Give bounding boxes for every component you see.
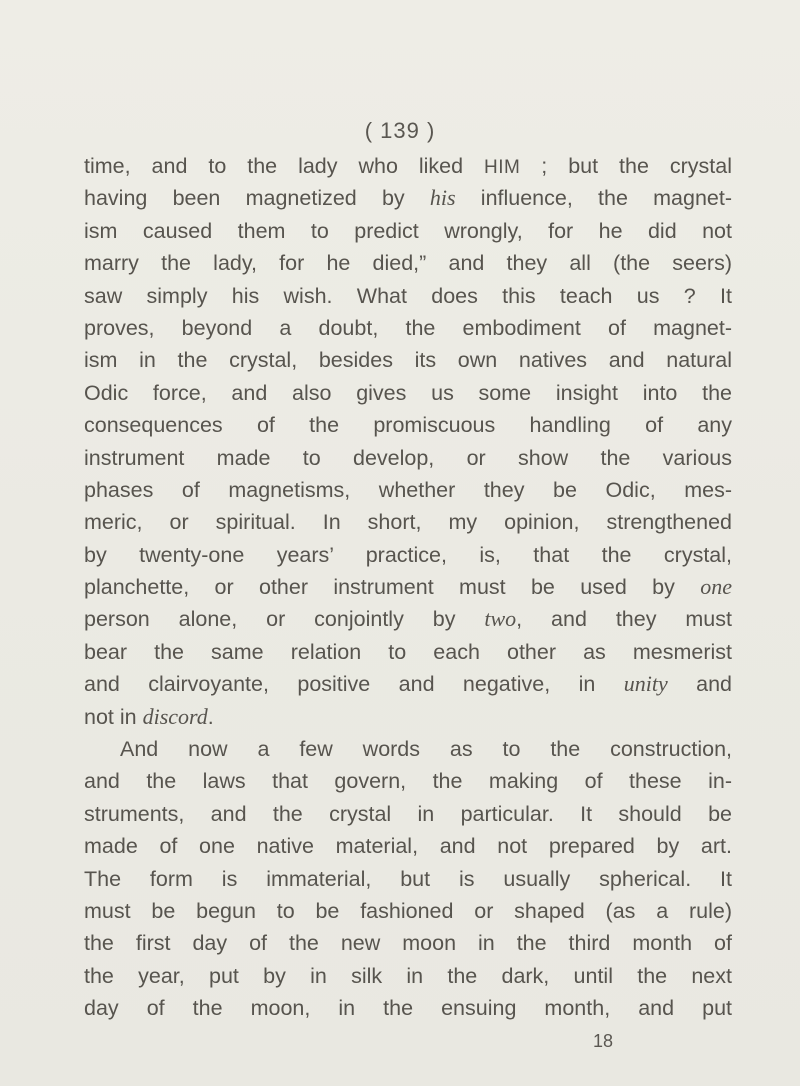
paragraph-1 xyxy=(84,150,732,733)
text-line: consequences of the promiscuous handling of any xyxy=(84,413,732,438)
text-line: having been magnetized by his influence, the magnet- xyxy=(84,185,732,211)
text-line: and clairvoyante, positive and negative, in unity and xyxy=(84,671,732,697)
text-line: and the laws that govern, the making of these in- xyxy=(84,769,732,794)
text-line: Odic force, and also gives us some insight into the xyxy=(84,380,732,405)
text-line: time, and to the lady who liked HIM ; but the crystal xyxy=(84,154,732,178)
text-line: by twenty-one years’ practice, is, that the crystal, xyxy=(84,542,732,567)
italic-word: discord xyxy=(142,703,208,729)
text-line: day of the moon, in the ensuing month, and put xyxy=(84,996,732,1021)
italic-word: one xyxy=(700,574,732,600)
text-line: meric, or spiritual. In short, my opinion, strengthened xyxy=(84,510,732,535)
text-line: bear the same relation to each other as mesmerist xyxy=(84,639,732,664)
paragraph-2 xyxy=(84,733,732,1025)
text-line: The form is immaterial, but is usually spherical. It xyxy=(84,866,732,891)
text-line: ism caused them to predict wrongly, for he did not xyxy=(84,218,732,243)
text-line: And now a few words as to the construction, xyxy=(120,737,732,762)
text-line: person alone, or conjointly by two, and they must xyxy=(84,606,732,632)
text-line: instrument made to develop, or show the various xyxy=(84,445,732,470)
text-line: proves, beyond a doubt, the embodiment of magnet- xyxy=(84,315,732,340)
text-line: ism in the crystal, besides its own natives and natural xyxy=(84,348,732,373)
page-number: ( 139 ) xyxy=(364,118,436,143)
signature-mark: 18 xyxy=(593,1031,614,1051)
text-line: must be begun to be fashioned or shaped (as a rule) xyxy=(84,898,732,923)
text-line: marry the lady, for he died,” and they all (the seers) xyxy=(84,251,732,276)
text-line: planchette, or other instrument must be used by one xyxy=(84,574,732,600)
text-line: the year, put by in silk in the dark, until the next xyxy=(84,963,732,988)
text-line: struments, and the crystal in particular. It should be xyxy=(84,801,732,826)
italic-word: his xyxy=(429,185,456,211)
italic-word: unity xyxy=(623,671,668,697)
text-line: phases of magnetisms, whether they be Odic, mes- xyxy=(84,477,732,502)
body-text xyxy=(84,150,732,1025)
text-line: the first day of the new moon in the third month of xyxy=(84,931,732,956)
small-caps-word: HIM xyxy=(484,157,521,178)
text-line: saw simply his wish. What does this teach us ? It xyxy=(84,283,732,308)
text-line: not in discord. xyxy=(84,703,214,729)
italic-word: two xyxy=(484,606,517,632)
text-line: made of one native material, and not prepared by art. xyxy=(84,834,732,859)
